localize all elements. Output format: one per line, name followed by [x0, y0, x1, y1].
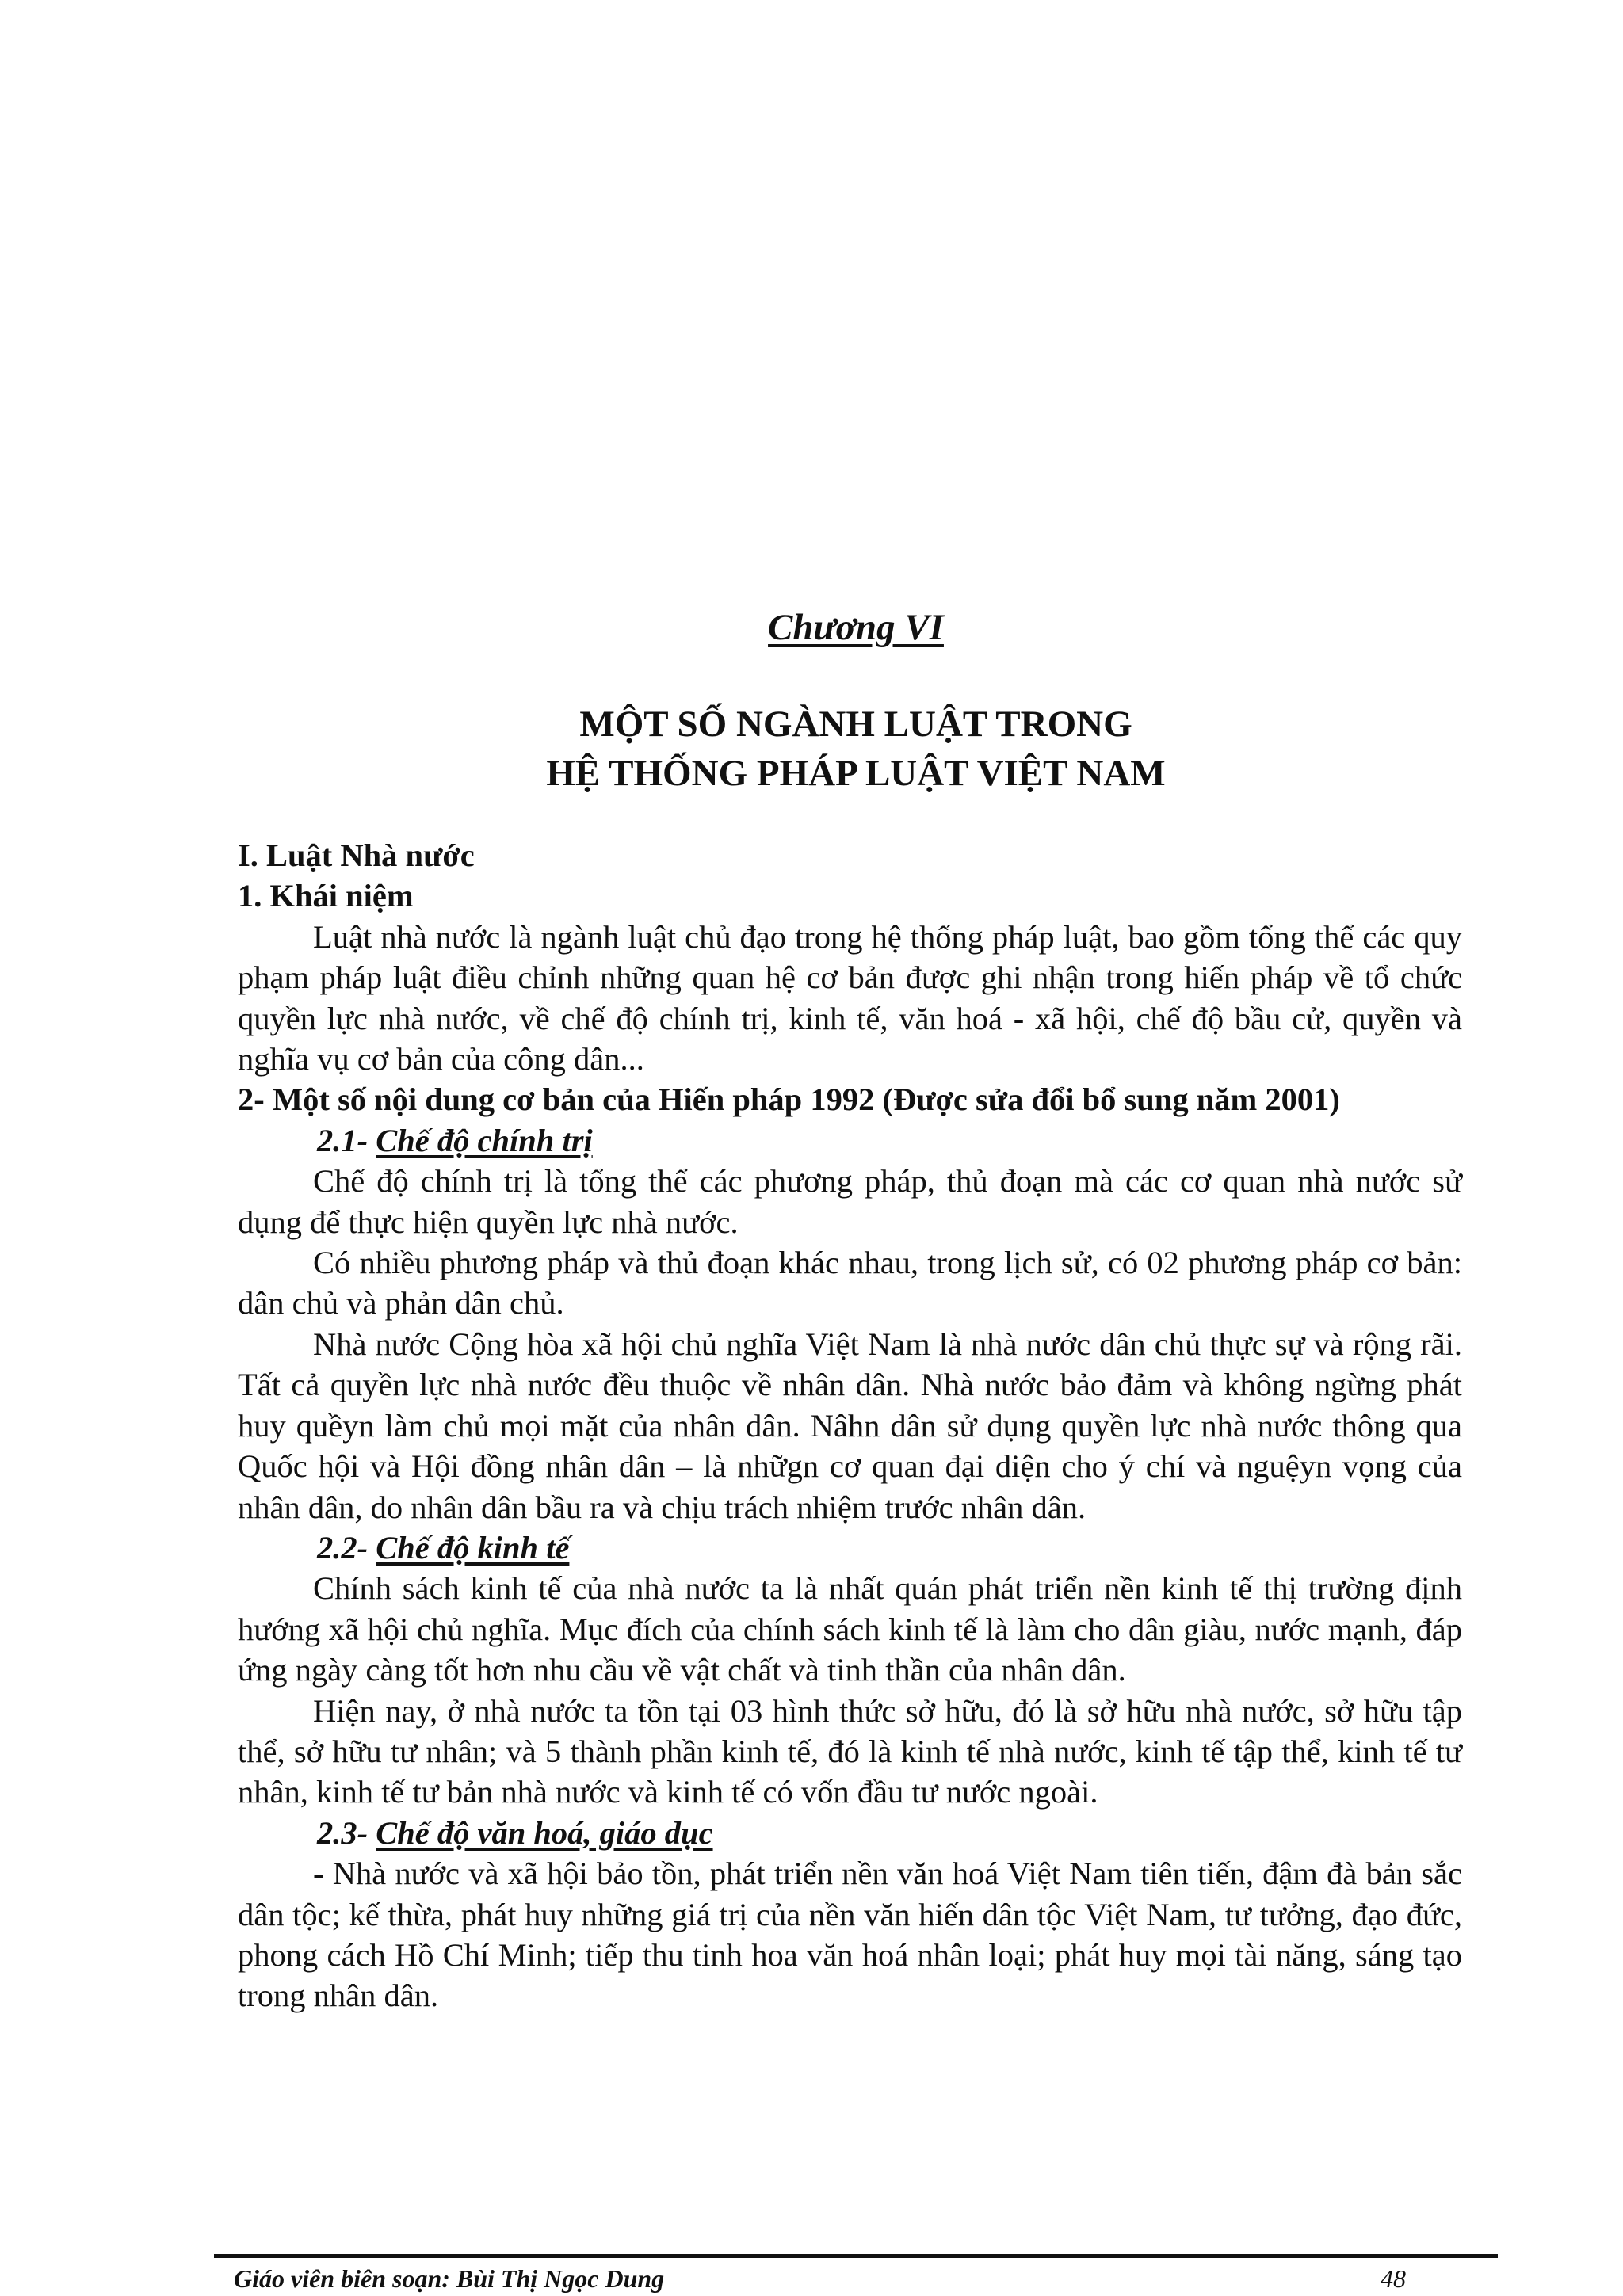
subsection-heading-concept: 1. Khái niệm — [238, 878, 414, 914]
heading-culture-education — [238, 1813, 1462, 1853]
heading-number: 2.1- — [317, 1122, 369, 1158]
heading-title: Chế độ kinh tế — [376, 1529, 570, 1566]
heading-number: 2.3- — [317, 1814, 369, 1851]
heading-title: Chế độ chính trị — [376, 1122, 593, 1158]
heading-number: 2.2- — [317, 1529, 369, 1566]
paragraph-political-1: Chế độ chính trị là tổng thể các phương pháp, thủ đoạn mà các cơ quan nhà nước sử dụng để thực hiện quyền lực nhà nước. — [238, 1163, 1462, 1240]
paragraph-political-2: Có nhiều phương pháp và thủ đoạn khác nhau, trong lịch sử, có 02 phương pháp cơ bản: dân chủ và phản dân chủ. — [238, 1245, 1462, 1322]
heading-economic-regime — [238, 1527, 1462, 1568]
heading-title: Chế độ văn hoá, giáo dục — [376, 1814, 713, 1851]
subsection-heading-constitution: 2- Một số nội dung cơ bản của Hiến pháp 1992 (Được sửa đổi bổ sung năm 2001) — [238, 1081, 1340, 1118]
footer-divider — [214, 2254, 1498, 2258]
chapter-title-line-1: MỘT SỐ NGÀNH LUẬT TRONG — [579, 704, 1132, 745]
heading-political-regime — [238, 1120, 1462, 1161]
body-text — [238, 835, 1462, 2016]
paragraph-culture-1: - Nhà nước và xã hội bảo tồn, phát triển nền văn hoá Việt Nam tiên tiến, đậm đà bản sắc dân tộc; kế thừa, phát huy những giá trị của nền văn hiến dân tộc Việt Nam, tư tưởng, đạo đức, phong cách Hồ Chí Minh; tiếp thu tinh hoa văn hoá nhân loại; phát huy mọi tài năng, sáng tạo trong nhân dân. — [238, 1855, 1462, 2014]
footer-author: Giáo viên biên soạn: Bùi Thị Ngọc Dung — [234, 2264, 665, 2293]
paragraph-economic-1: Chính sách kinh tế của nhà nước ta là nhất quán phát triển nền kinh tế thị trường định hướng xã hội chủ nghĩa. Mục đích của chính sách kinh tế là làm cho dân giàu, nước mạnh, đáp ứng ngày càng tốt hơn nhu cầu về vật chất và tinh thần của nhân dân. — [238, 1570, 1462, 1688]
paragraph-political-3: Nhà nước Cộng hòa xã hội chủ nghĩa Việt Nam là nhà nước dân chủ thực sự và rộng rãi. Tất cả quyền lực nhà nước đều thuộc về nhân dân. Nhà nước bảo đảm và không ngừng phát huy quềyn làm chủ mọi mặt của nhân dân. Nâhn dân sử dụng quyền lực nhà nước thông qua Quốc hội và Hội đồng nhân dân – là nhữgn cơ quan đại diện cho ý chí và nguệyn vọng của nhân dân, do nhân dân bầu ra và chịu trách nhiệm trước nhân dân. — [238, 1325, 1462, 1525]
chapter-title-line-2: HỆ THỐNG PHÁP LUẬT VIỆT NAM — [546, 753, 1166, 794]
paragraph-concept: Luật nhà nước là ngành luật chủ đạo trong hệ thống pháp luật, bao gồm tổng thể các quy phạm pháp luật điều chỉnh những quan hệ cơ bản được ghi nhận trong hiến pháp về tổ chức quyền lực nhà nước, về chế độ chính trị, kinh tế, văn hoá - xã hội, chế độ bầu cử, quyền và nghĩa vụ cơ bản của công dân... — [238, 918, 1462, 1077]
paragraph-economic-2: Hiện nay, ở nhà nước ta tồn tại 03 hình thức sở hữu, đó là sở hữu nhà nước, sở hữu tập thể, sở hữu tư nhân; và 5 thành phần kinh tế, đó là kinh tế nhà nước, kinh tế tập thể, kinh tế tư nhân, kinh tế tư bản nhà nước và kinh tế có vốn đầu tư nước ngoài. — [238, 1692, 1462, 1810]
chapter-label: Chương VI — [768, 607, 944, 648]
page-number: 48 — [1381, 2264, 1406, 2293]
chapter-title — [0, 700, 1623, 798]
section-heading-state-law: I. Luật Nhà nước — [238, 837, 475, 873]
